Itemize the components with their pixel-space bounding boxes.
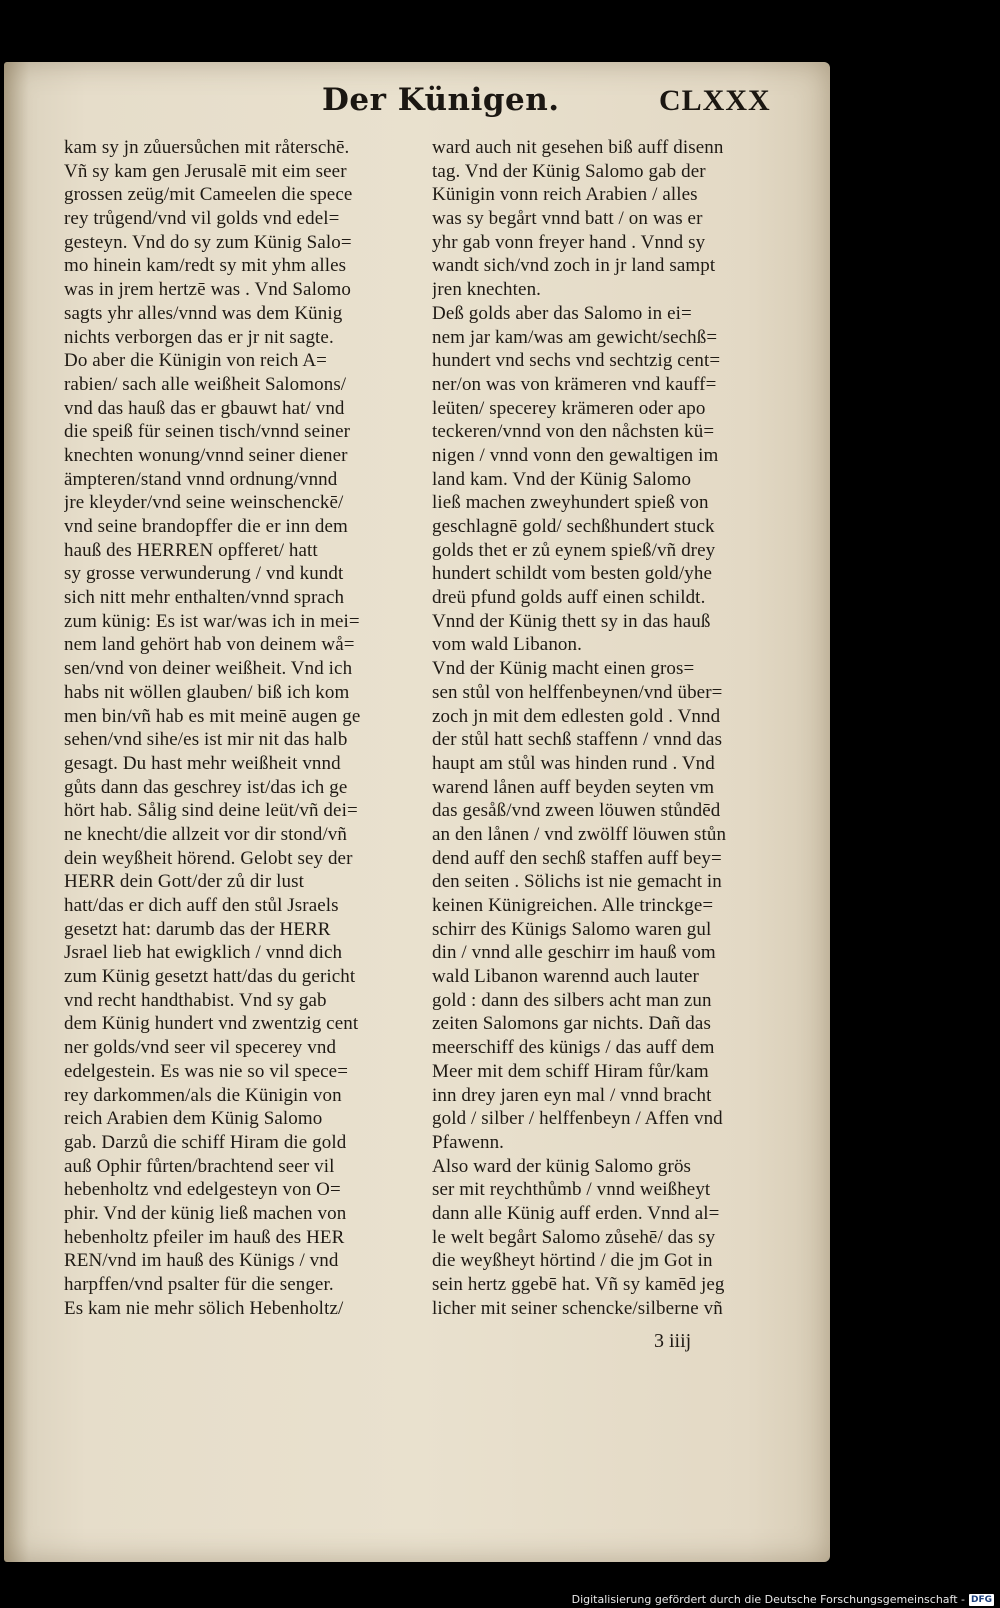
text-line: vnd das hauß das er gbauwt hat/ vnd (64, 397, 345, 419)
text-line: mo hinein kam/redt sy mit yhm alles (64, 255, 347, 277)
text-line: knechten wonung/vnnd seiner diener (64, 444, 348, 466)
text-line: an den lånen / vnd zwölff löuwen stůn (432, 823, 727, 845)
signature-mark: 3 iiij (654, 1330, 692, 1352)
text-line: gesteyn. Vnd do sy zum Künig Salo= (64, 231, 352, 253)
text-line: Pfawenn. (432, 1131, 505, 1153)
text-line: hundert schildt vom besten gold/yhe (432, 563, 713, 585)
text-line: hebenholtz pfeiler im hauß des HER (64, 1226, 345, 1248)
text-line: reich Arabien dem Künig Salomo (64, 1108, 323, 1130)
text-line: schirr des Künigs Salomo waren gul (432, 918, 712, 940)
text-line: sich nitt mehr enthalten/vnnd sprach (64, 587, 345, 609)
text-line: gab. Darzů die schiff Hiram die gold (64, 1131, 347, 1153)
footer-credit: Digitalisierung gefördert durch die Deutsche Forschungsgemeinschaft - (571, 1593, 965, 1606)
text-line: le welt begårt Salomo zůsehē/ das sy (432, 1226, 716, 1248)
text-line: auß Ophir fůrten/brachtend seer vil (64, 1155, 335, 1177)
right-text-column (432, 136, 792, 1320)
text-line: wald Libanon warennd auch lauter (432, 966, 699, 988)
text-line: ner/on was von krämeren vnd kauff= (432, 373, 717, 395)
text-line: zeiten Salomons gar nichts. Dañ das (432, 1013, 711, 1035)
text-line: was sy begårt vnnd batt / on was er (432, 208, 703, 230)
text-line: jren knechten. (432, 279, 542, 301)
text-line: wandt sich/vnd zoch in jr land sampt (432, 255, 716, 277)
folio-number: CLXXX (659, 84, 771, 117)
text-line: Künigin vonn reich Arabien / alles (432, 184, 698, 206)
text-line: vom wald Libanon. (432, 634, 582, 656)
text-line: sen/vnd von deiner weißheit. Vnd ich (64, 658, 353, 680)
text-line: was in jrem hertzē was . Vnd Salomo (64, 279, 352, 301)
text-line: meerschiff des künigs / das auff dem (432, 1037, 715, 1059)
text-line: keinen Künigreichen. Alle trinckge= (432, 895, 714, 916)
text-line: vnd seine brandopffer die er inn dem (64, 516, 348, 537)
text-line: die speiß für seinen tisch/vnnd seiner (64, 421, 351, 443)
text-line: yhr gab vonn freyer hand . Vnnd sy (432, 231, 706, 253)
text-line: land kam. Vnd der Künig Salomo (432, 468, 692, 490)
dfg-logo-icon: DFG (970, 1594, 992, 1605)
text-line: ner golds/vnd seer vil specerey vnd (64, 1037, 337, 1059)
text-line: phir. Vnd der künig ließ machen von (64, 1202, 347, 1224)
text-line: Es kam nie mehr sölich Hebenholtz/ (64, 1297, 344, 1319)
text-line: Jsrael lieb hat ewigklich / vnnd dich (64, 942, 343, 964)
text-line: nigen / vnnd vonn den gewaltigen im (432, 444, 719, 466)
text-line: Vnnd der Künig thett sy in das hauß (432, 610, 711, 632)
text-line: hauß des HERREN opfferet/ hatt (64, 539, 318, 561)
text-line: grossen zeüg/mit Cameelen die spece (64, 184, 353, 206)
text-line: leüten/ specerey krämeren oder apo (432, 397, 706, 419)
text-line: hört hab. Sålig sind deine leüt/vñ dei= (64, 800, 358, 822)
text-line: Vnd der Künig macht einen gros= (432, 658, 695, 680)
text-line: inn drey jaren eyn mal / vnnd bracht (432, 1084, 712, 1106)
text-line: nem jar kam/was am gewicht/sechß= (432, 326, 718, 348)
text-line: golds thet er zů eynem spieß/vñ drey (432, 539, 716, 561)
text-line: dreü pfund golds auff einen schildt. (432, 587, 706, 609)
text-line: sein hertz ggebē hat. Vñ sy kamēd jeg (432, 1274, 725, 1295)
text-line: tag. Vnd der Künig Salomo gab der (432, 160, 706, 182)
text-line: Do aber die Künigin von reich A= (64, 350, 327, 372)
text-line: HERR dein Gott/der zů dir lust (64, 871, 304, 893)
text-line: die weyßheyt hörtind / die jm Got in (432, 1250, 713, 1272)
text-line: zoch jn mit dem edlesten gold . Vnnd (432, 705, 721, 727)
text-line: gůts dann das geschrey ist/das ich ge (64, 776, 348, 798)
text-line: das gesåß/vnd zween löuwen stůndēd (432, 800, 721, 822)
text-line: sagts yhr alles/vnnd was dem Künig (64, 302, 343, 324)
text-line: hebenholtz vnd edelgesteyn von O= (64, 1179, 341, 1201)
text-line: sehen/vnd sihe/es ist mir nit das halb (64, 729, 348, 751)
text-line: sen stůl von helffenbeynen/vnd über= (432, 681, 723, 703)
book-page (4, 62, 830, 1562)
text-line: geschlagnē gold/ sechßhundert stuck (432, 516, 715, 537)
text-line: der stůl hatt sechß staffenn / vnnd das (432, 729, 723, 751)
text-line: Vñ sy kam gen Jerusalē mit eim seer (64, 160, 347, 182)
text-line: rey trůgend/vnd vil golds vnd edel= (64, 208, 340, 230)
text-line: ward auch nit gesehen biß auff disenn (432, 137, 724, 158)
text-line: Deß golds aber das Salomo in ei= (432, 302, 692, 324)
text-line: zum Künig gesetzt hatt/das du gericht (64, 966, 356, 988)
text-line: hatt/das er dich auff den stůl Jsraels (64, 895, 339, 916)
text-line: dem Künig hundert vnd zwentzig cent (64, 1013, 359, 1035)
text-line: dend auff den sechß staffen auff bey= (432, 847, 722, 869)
text-line: sy grosse verwunderung / vnd kundt (64, 563, 344, 585)
text-line: licher mit seiner schencke/silberne vñ (432, 1297, 723, 1319)
text-line: vnd recht handthabist. Vnd sy gab (64, 989, 327, 1011)
text-line: ämpteren/stand vnnd ordnung/vnnd (64, 468, 338, 490)
text-line: zum künig: Es ist war/was ich in mei= (64, 610, 360, 632)
text-line: ser mit reychthůmb / vnnd weißheyt (432, 1179, 711, 1201)
left-text-column (64, 136, 426, 1320)
text-line: haupt am stůl was hinden rund . Vnd (432, 752, 715, 774)
text-line: dein weyßheit hörend. Gelobt sey der (64, 847, 353, 869)
running-head: Der Künigen. (322, 82, 560, 118)
text-line: ließ machen zweyhundert spieß von (432, 492, 709, 514)
text-line: REN/vnd im hauß des Künigs / vnd (64, 1250, 339, 1272)
text-line: habs nit wöllen glauben/ biß ich kom (64, 681, 350, 703)
text-line: harpffen/vnd psalter für die senger. (64, 1274, 334, 1295)
text-line: jre kleyder/vnd seine weinschenckē/ (64, 492, 344, 514)
text-line: den seiten . Sölichs ist nie gemacht in (432, 871, 722, 893)
text-line: Also ward der künig Salomo grös (432, 1155, 692, 1177)
text-line: nem land gehört hab von deinem wå= (64, 634, 355, 656)
text-line: edelgestein. Es was nie so vil spece= (64, 1060, 349, 1082)
text-line: teckeren/vnnd von den nåchsten kü= (432, 421, 715, 443)
text-line: gesetzt hat: darumb das der HERR (64, 918, 331, 940)
text-line: gold : dann des silbers acht man zun (432, 989, 712, 1011)
text-line: nichts verborgen das er jr nit sagte. (64, 326, 334, 348)
text-line: gesagt. Du hast mehr weißheit vnnd (64, 752, 341, 774)
text-line: Meer mit dem schiff Hiram fůr/kam (432, 1060, 709, 1082)
text-line: din / vnnd alle geschirr im hauß vom (432, 942, 716, 964)
text-line: hundert vnd sechs vnd sechtzig cent= (432, 350, 721, 372)
text-line: rabien/ sach alle weißheit Salomons/ (64, 373, 347, 395)
text-line: men bin/vñ hab es mit meinē augen ge (64, 705, 361, 727)
text-line: rey darkommen/als die Künigin von (64, 1084, 342, 1106)
digitization-footer (572, 1593, 994, 1606)
text-line: gold / silber / helffenbeyn / Affen vnd (432, 1108, 723, 1130)
text-line: warend lånen auff beyden seyten vm (432, 776, 715, 798)
text-line: dann alle Künig auff erden. Vnnd al= (432, 1202, 720, 1224)
text-line: kam sy jn zůuersůchen mit råterschē. (64, 137, 350, 158)
text-line: ne knecht/die allzeit vor dir stond/vñ (64, 823, 347, 845)
